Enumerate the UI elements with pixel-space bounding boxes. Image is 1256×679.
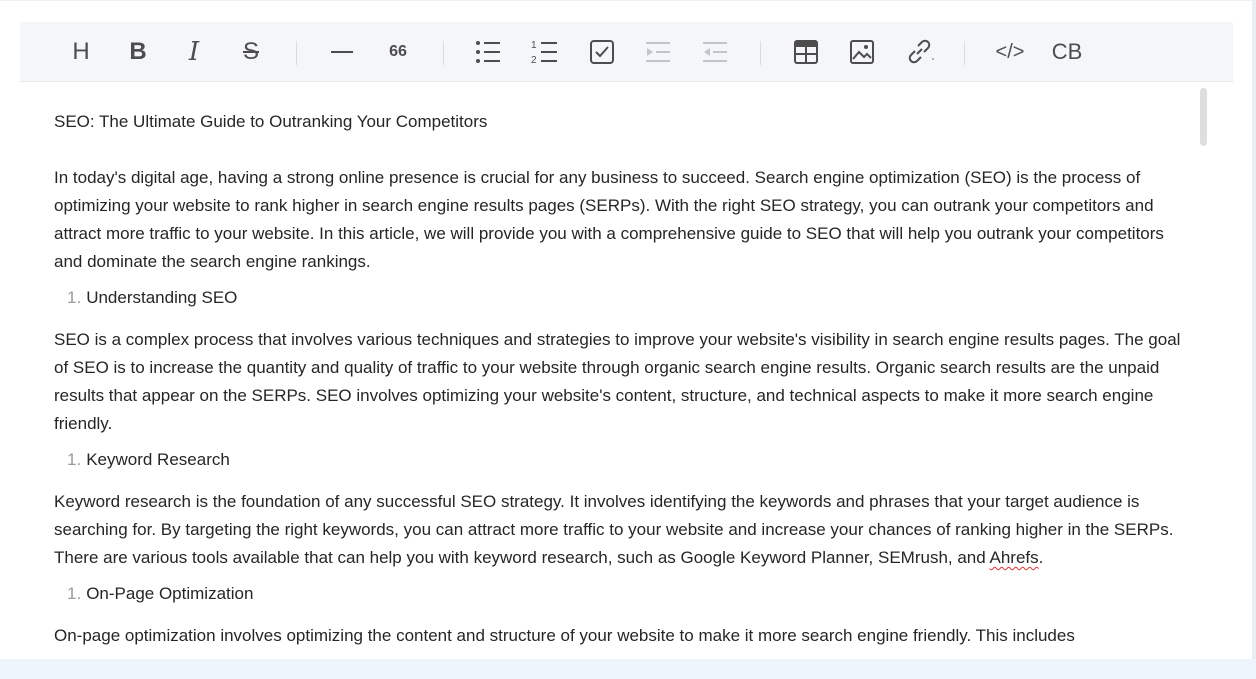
window-right-edge [1252, 0, 1256, 659]
bold-button[interactable] [122, 36, 154, 68]
outdent-button[interactable] [699, 36, 731, 68]
list-number: 1. [67, 288, 82, 307]
table-icon [793, 39, 819, 65]
quote-icon: 66 [389, 43, 407, 60]
bullet-list-icon [474, 39, 502, 65]
indent-button[interactable] [642, 36, 674, 68]
svg-text:2: 2 [531, 55, 537, 65]
heading-icon: H [72, 38, 90, 65]
list-number: 1. [67, 450, 82, 469]
editor-toolbar [20, 22, 1233, 82]
image-icon [849, 39, 875, 65]
section-heading: On-Page Optimization [86, 584, 254, 603]
ordered-list-icon [531, 39, 559, 65]
horizontal-rule-button[interactable] [326, 36, 358, 68]
codeblock-button[interactable] [1049, 36, 1085, 68]
scrollbar[interactable] [1198, 61, 1208, 637]
toolbar-separator [443, 41, 444, 65]
strikethrough-icon: S [242, 38, 259, 65]
section-paragraph: SEO is a complex process that involves various techniques and strategies to improve your website's visibility in search engine results pages. The goal of SEO is to increase the quantity and quality of traffic to your website through organic search engine results. Organic search results are the unpaid results that appear on the SERPs. SEO involves optimizing your website's content, structure, and technical aspects to make it more search engine friendly. [54, 330, 1181, 433]
misspelled-word[interactable]: Ahrefs [989, 548, 1039, 567]
horizontal-rule-icon [330, 40, 354, 64]
blockquote-button[interactable] [382, 36, 414, 68]
intro-paragraph: In today's digital age, having a strong online presence is crucial for any business to succeed. Search engine optimization (SEO) is the process of optimizing your website to rank higher in search engine results pages (SERPs). With the right SEO strategy, you can outrank your competitors and attract more traffic to your website. In this article, we will provide you with a comprehensive guide to SEO that will help you outrank your competitors and dominate the search engine rankings. [54, 168, 1164, 271]
list-number: 1. [67, 584, 82, 603]
table-button[interactable] [790, 36, 822, 68]
section-heading: Keyword Research [86, 450, 230, 469]
toolbar-separator [296, 41, 297, 65]
link-icon [905, 39, 935, 65]
list-item [67, 446, 230, 474]
window-top-border [0, 0, 1256, 1]
bullet-list-button[interactable] [472, 36, 504, 68]
bold-icon: B [129, 38, 147, 65]
codeblock-icon: CB [1051, 39, 1083, 64]
indent-icon [645, 41, 671, 63]
list-item [67, 284, 237, 312]
scrollbar-thumb[interactable] [1200, 88, 1207, 146]
checkbox-icon [589, 39, 615, 65]
image-button[interactable] [846, 36, 878, 68]
italic-icon: I [188, 37, 200, 67]
italic-button[interactable] [178, 36, 210, 68]
code-button[interactable] [992, 36, 1028, 68]
list-item [67, 580, 253, 608]
section-paragraph [54, 488, 1184, 572]
ordered-list-button[interactable] [529, 36, 561, 68]
document-title: SEO: The Ultimate Guide to Outranking Your Competitors [54, 112, 488, 131]
code-icon: </> [995, 40, 1025, 63]
heading-button[interactable] [65, 36, 97, 68]
section-paragraph: On-page optimization involves optimizing the content and structure of your website to make it more search engine friendly. This includes [54, 626, 1075, 645]
svg-text:1: 1 [531, 40, 537, 51]
toolbar-separator [964, 41, 965, 65]
outdent-icon [702, 41, 728, 63]
task-list-button[interactable] [586, 36, 618, 68]
link-button[interactable] [904, 36, 936, 68]
toolbar-separator [760, 41, 761, 65]
status-bar [0, 659, 1256, 679]
strikethrough-button[interactable] [235, 36, 267, 68]
paragraph-text: . [1038, 548, 1044, 567]
markdown-editor [20, 22, 1233, 659]
paragraph-text: Keyword research is the foundation of any successful SEO strategy. It involves identifying the keywords and phrases that your target audience is searching for. By targeting the right keywords, you can attract more traffic to your website and increase your chances of ranking higher in the SERPs. There are various tools available that can help you with keyword research, such as Google Keyword Planner, SEMrush, and [54, 492, 1174, 567]
editor-content[interactable] [20, 83, 1233, 659]
section-heading: Understanding SEO [86, 288, 238, 307]
